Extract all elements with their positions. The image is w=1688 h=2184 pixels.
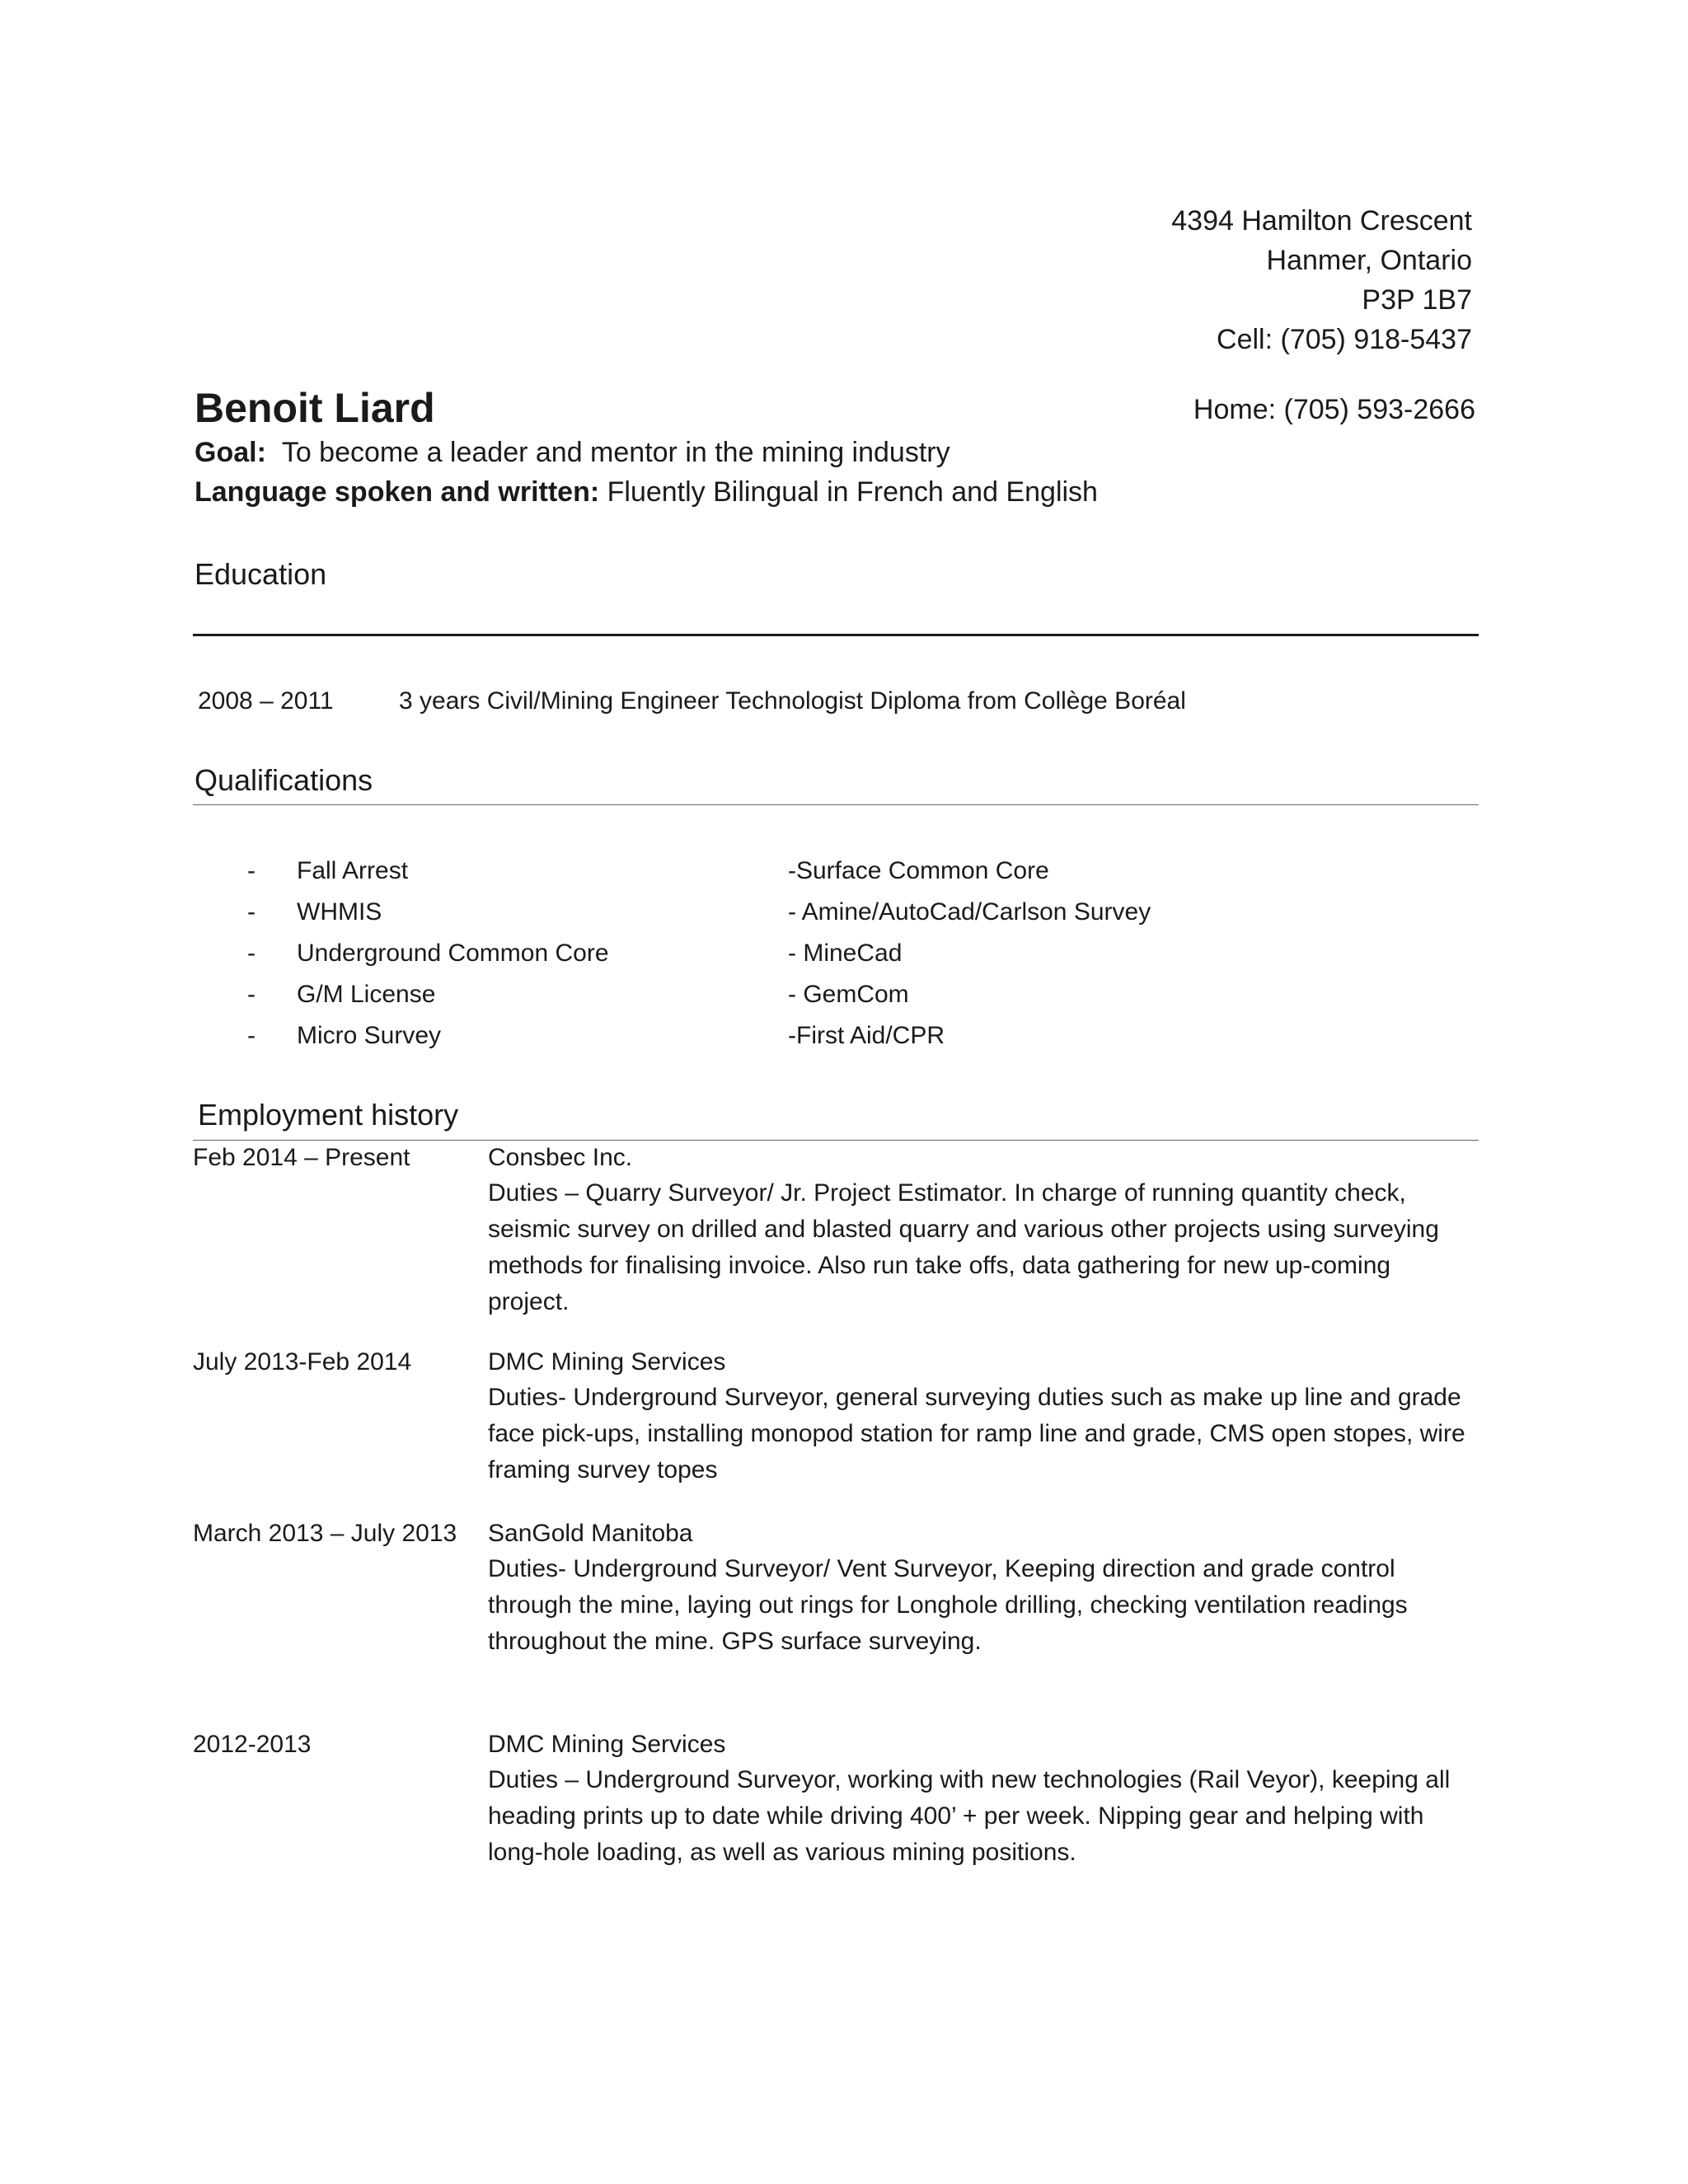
- employment-heading: Employment history: [198, 1098, 459, 1132]
- education-text: 3 years Civil/Mining Engineer Technologist Diploma from Collège Boréal: [399, 687, 1186, 715]
- goal-text: To become a leader and mentor in the mining industry: [281, 437, 950, 468]
- education-divider: [193, 634, 1479, 636]
- qualifications-heading: Qualifications: [195, 763, 373, 797]
- address-postal: P3P 1B7: [1362, 284, 1472, 316]
- education-years: 2008 – 2011: [198, 687, 334, 715]
- job-company: DMC Mining Services: [488, 1731, 726, 1758]
- bullet-dash: -: [247, 1022, 256, 1049]
- address-street: 4394 Hamilton Crescent: [1171, 205, 1472, 237]
- goal-line: [195, 437, 950, 469]
- job-company: SanGold Manitoba: [488, 1520, 693, 1547]
- education-heading: Education: [195, 557, 327, 591]
- job-duties: Duties- Underground Surveyor, general surveying duties such as make up line and grade face pick-ups, installing monopod station for ramp line and grade, CMS open stopes, wire framing survey topes: [488, 1384, 1465, 1483]
- job-date: July 2013-Feb 2014: [193, 1348, 412, 1376]
- bullet-dash: -: [247, 857, 256, 884]
- applicant-name: Benoit Liard: [195, 385, 435, 431]
- qualification-item: Micro Survey: [297, 1022, 442, 1049]
- qualification-item: G/M License: [297, 981, 436, 1008]
- job-date: March 2013 – July 2013: [193, 1520, 457, 1547]
- qualification-item: - Amine/AutoCad/Carlson Survey: [788, 898, 1151, 926]
- qualification-item: - GemCom: [788, 981, 909, 1008]
- job-duties: Duties- Underground Surveyor/ Vent Surveyor, Keeping direction and grade control through the mine, laying out rings for Longhole drilling, checking ventilation readings throughout the mine. GPS surface surveying.: [488, 1555, 1408, 1655]
- bullet-dash: -: [247, 898, 256, 926]
- address-cell: Cell: (705) 918-5437: [1217, 324, 1472, 355]
- qualification-item: -First Aid/CPR: [788, 1022, 945, 1049]
- qualification-item: Fall Arrest: [297, 857, 409, 884]
- bullet-dash: -: [247, 940, 256, 967]
- language-label: Language spoken and written:: [195, 476, 600, 508]
- job-duties: Duties – Underground Surveyor, working with new technologies (Rail Veyor), keeping all heading prints up to date while driving 400’ + per week. Nipping gear and helping with long-hole loading, as well as various mining positions.: [488, 1766, 1451, 1866]
- job-date: 2012-2013: [193, 1731, 312, 1758]
- qualification-item: -Surface Common Core: [788, 857, 1049, 884]
- language-line: [195, 476, 1098, 509]
- employment-divider: [193, 1140, 1479, 1141]
- qualification-item: Underground Common Core: [297, 940, 609, 967]
- language-text: Fluently Bilingual in French and English: [607, 476, 1098, 508]
- job-duties: Duties – Quarry Surveyor/ Jr. Project Estimator. In charge of running quantity check, seismic survey on drilled and blasted quarry and various other projects using surveying methods for finalising invoice. Also run take offs, data gathering for new up-coming project.: [488, 1179, 1439, 1315]
- qualifications-divider: [193, 804, 1479, 805]
- job-company: DMC Mining Services: [488, 1348, 726, 1376]
- qualification-item: WHMIS: [297, 898, 382, 926]
- qualification-item: - MineCad: [788, 940, 903, 967]
- job-company: Consbec Inc.: [488, 1144, 633, 1171]
- address-home: Home: (705) 593-2666: [1193, 394, 1475, 425]
- job-date: Feb 2014 – Present: [193, 1144, 410, 1171]
- goal-label: Goal:: [195, 437, 266, 468]
- bullet-dash: -: [247, 981, 256, 1008]
- address-city: Hanmer, Ontario: [1266, 245, 1472, 276]
